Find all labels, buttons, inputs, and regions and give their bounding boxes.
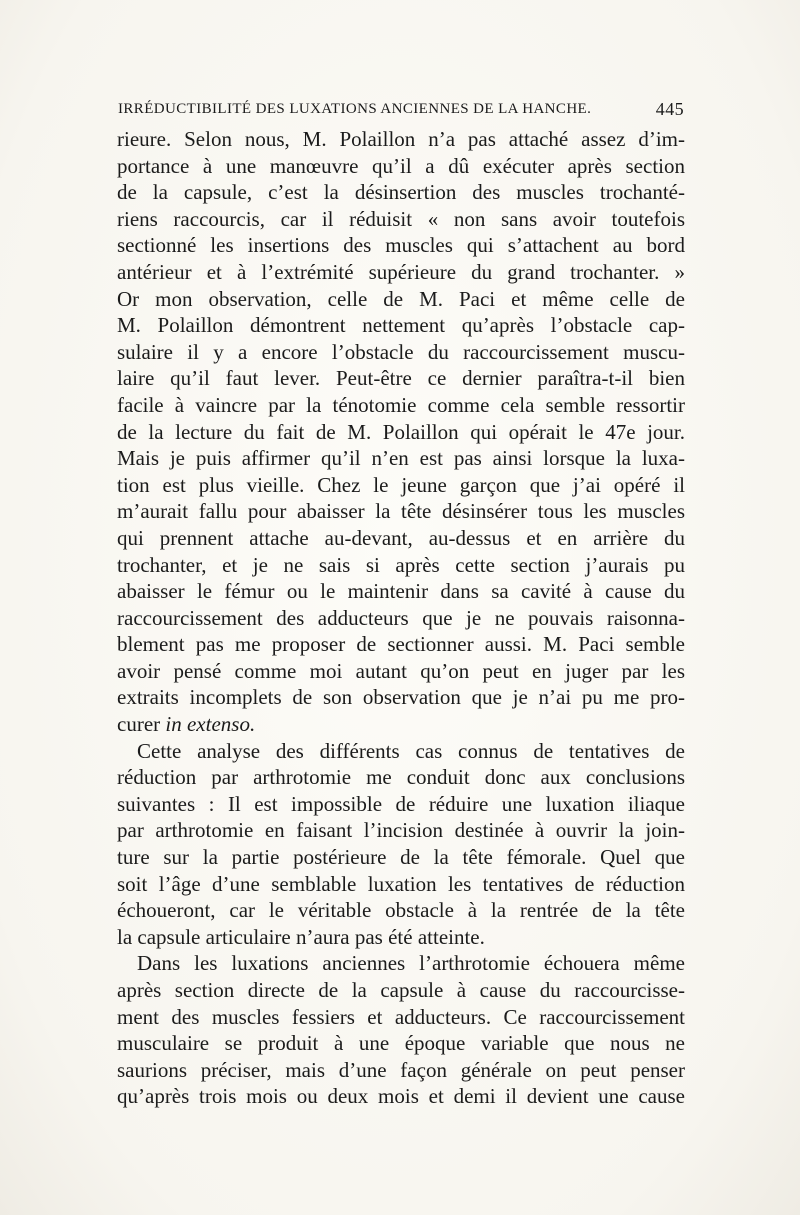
text-line: antérieur et à l’extrémité supérieure du grand trochanter. » xyxy=(117,259,685,284)
text-line: portance à une manœuvre qu’il a dû exécuter après section xyxy=(117,153,685,178)
text-line: raccourcissement des adducteurs que je ne pouvais raisonna- xyxy=(117,605,685,630)
paragraph-start-line: Cette analyse des différents cas connus de tentatives de xyxy=(137,738,685,763)
text-line: musculaire se produit à une époque variable que nous ne xyxy=(117,1031,685,1056)
running-head xyxy=(118,99,684,123)
text-line: suivantes : Il est impossible de réduire une luxation iliaque xyxy=(117,791,685,816)
text-line: de la capsule, c’est la désinsertion des muscles trochanté- xyxy=(117,180,685,205)
paragraph-start-line: Dans les luxations anciennes l’arthrotomie échouera même xyxy=(137,951,685,976)
text-line: qu’après trois mois ou deux mois et demi il devient une cause xyxy=(117,1084,685,1109)
text-line: M. Polaillon démontrent nettement qu’après l’obstacle cap- xyxy=(117,313,685,338)
text-span: curer xyxy=(117,712,161,737)
italic-phrase: in extenso. xyxy=(165,712,256,737)
text-line: sulaire il y a encore l’obstacle du raccourcissement muscu- xyxy=(117,339,685,364)
text-line: réduction par arthrotomie me conduit donc aux conclusions xyxy=(117,765,685,790)
text-line: extraits incomplets de son observation que je n’ai pu me pro- xyxy=(117,685,685,710)
text-line: blement pas me proposer de sectionner aussi. M. Paci semble xyxy=(117,632,685,657)
text-line: soit l’âge d’une semblable luxation les tentatives de réduction xyxy=(117,871,685,896)
text-line: laire qu’il faut lever. Peut-être ce dernier paraîtra-t-il bien xyxy=(117,366,685,391)
text-line: qui prennent attache au-devant, au-dessus et en arrière du xyxy=(117,525,685,550)
text-line: riens raccourcis, car il réduisit « non sans avoir toutefois xyxy=(117,206,685,231)
text-line: facile à vaincre par la ténotomie comme cela semble ressortir xyxy=(117,392,685,417)
text-line: de la lecture du fait de M. Polaillon qui opérait le 47e jour. xyxy=(117,419,685,444)
text-line: échoueront, car le véritable obstacle à la rentrée de la tête xyxy=(117,898,685,923)
text-line: par arthrotomie en faisant l’incision destinée à ouvrir la join- xyxy=(117,818,685,843)
text-line: Mais je puis affirmer qu’il n’en est pas ainsi lorsque la luxa- xyxy=(117,446,685,471)
text-line: ture sur la partie postérieure de la tête fémorale. Quel que xyxy=(117,845,685,870)
text-line: m’aurait fallu pour abaisser la tête désinsérer tous les muscles xyxy=(117,499,685,524)
running-head-title: IRRÉDUCTIBILITÉ DES LUXATIONS ANCIENNES DE LA HANCHE. xyxy=(118,101,592,117)
body-text xyxy=(117,126,685,1110)
text-line: après section directe de la capsule à cause du raccourcisse- xyxy=(117,978,685,1002)
text-line: saurions préciser, mais d’une façon générale on peut penser xyxy=(117,1057,685,1082)
text-line: sectionné les insertions des muscles qui s’attachent au bord xyxy=(117,233,685,258)
text-line: tion est plus vieille. Chez le jeune garçon que j’ai opéré il xyxy=(117,472,685,497)
text-line: Or mon observation, celle de M. Paci et même celle de xyxy=(117,286,685,311)
page-number: 445 xyxy=(655,99,684,119)
text-line: trochanter, et je ne sais si après cette section j’aurais pu xyxy=(117,552,685,577)
text-line: rieure. Selon nous, M. Polaillon n’a pas attaché assez d’im- xyxy=(117,127,685,151)
text-line: la capsule articulaire n’aura pas été atteinte. xyxy=(117,924,485,949)
text-line: avoir pensé comme moi autant qu’on peut en juger par les xyxy=(117,658,685,683)
text-line xyxy=(117,711,685,738)
text-line: abaisser le fémur ou le maintenir dans sa cavité à cause du xyxy=(117,579,685,604)
text-line: ment des muscles fessiers et adducteurs. Ce raccourcissement xyxy=(117,1004,685,1029)
